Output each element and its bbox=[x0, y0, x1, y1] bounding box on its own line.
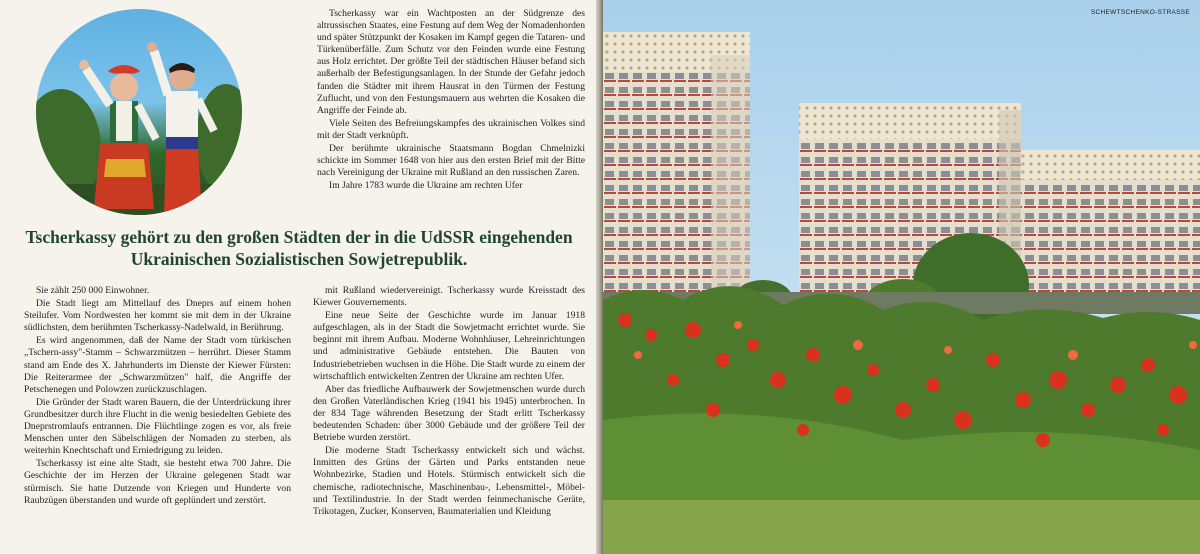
page-headline: Tscherkassy gehört zu den großen Städten der in die UdSSR eingehenden Ukrainischen Sozialistischen Sowjetrepublik. bbox=[25, 227, 573, 269]
intro-paragraph: Viele Seiten des Befreiungskampfes des ukrainischen Volkes sind mit der Stadt verknüpft. bbox=[317, 117, 585, 141]
body-paragraph: Sie zählt 250 000 Einwohner. bbox=[36, 285, 150, 296]
street-photo bbox=[603, 0, 1200, 554]
text-column-right bbox=[313, 285, 585, 519]
body-paragraph: Tscherkassy ist eine alte Stadt, sie besteht etwa 700 Jahre. Die Geschichte der im Herzen der Ukraine gelegenen Stadt war stürmisch. Sie hatte Dutzende von Kriegen und Hunderte von Raubzügen überstanden und wurde oft geplündert und zerstört. bbox=[24, 458, 291, 506]
text-column-left bbox=[24, 285, 291, 508]
intro-paragraph: Tscherkassy war ein Wachtposten an der Südgrenze des altrussischen Staates, eine Festung auf dem Weg der Nomadenhorden und später Stützpunkt der Kosaken im Kampf gegen die Tataren- und Türkenüberfälle. Zum Schutz vor den Feinden wurde eine Festung aus Holz errichtet. Der größte Teil der städtischen Häuser befand sich außerhalb der Befestigungsanlagen. In der Stunde der Gefahr jedoch fanden die Städter mit ihrem Hausrat in den Türmen der Festung Zuflucht, und von den Festungsmauern aus wehrten die Kosaken die Angriffe der Feinde ab. bbox=[317, 8, 585, 116]
left-page bbox=[0, 0, 598, 554]
body-paragraph: Die Stadt liegt am Mittellauf des Dneprs auf einem hohen Steilufer. Vom Nordwesten her kommt sie mit dem in der Ukraine südlichsten, dem berühmten Tscherkassy-Nadelwald, in Berührung. bbox=[24, 298, 291, 334]
photo-caption: SCHEWTSCHENKO-STRASSE bbox=[1090, 9, 1190, 16]
body-paragraph: Die moderne Stadt Tscherkassy entwickelt sich und wächst. Inmitten des Grüns der Gärten und Parks entstanden neue Wohnbezirke, Stadien und Hotels. Stürmisch entwickelt sich die chemische, radiotechnische, Maschinenbau-, Lebensmittel-, Möbel- und Textilindustrie. In der Stadt werden feinmechanische Geräte, Trikotagen, Zucker, Konserven, Baumaterialien und Kleidung bbox=[313, 445, 585, 517]
street-illustration bbox=[603, 0, 1200, 554]
body-paragraph: Es wird angenommen, daß der Name der Stadt vom türkischen „Tschern-assy"-Stamm – Schwarzmützen – herrührt. Dieser Stamm stand am Ende des X. Jahrhunderts im Dienste der Kiewer Fürsten: Die Reiterarmee der „Schwarzmützen" half, die Angriffe der Petschenegen und Polowzen zurückzuschlagen. bbox=[24, 335, 291, 395]
dancers-photo bbox=[36, 9, 242, 215]
intro-paragraph: Der berühmte ukrainische Staatsmann Bogdan Chmelnizki schickte im Sommer 1648 von hier aus den ersten Brief mit der Bitte nach Vereinigung der Ukraine mit Rußland an den russischen Zaren. bbox=[317, 143, 585, 179]
dancers-illustration bbox=[36, 9, 242, 215]
body-paragraph: Die Gründer der Stadt waren Bauern, die der Unterdrückung ihrer Grundbesitzer durch ihre Flucht in die wenig besiedelten Gebiete des Dneprstromlaufs entrannen. Die Flüchtlinge zogen es vor, als freie Menschen unter den Säbelschlägen der Nomaden zu sterben, als weiterhin Knechtschaft und Erniedrigung zu leiden. bbox=[24, 396, 291, 457]
body-paragraph: Aber das friedliche Aufbauwerk der Sowjetmenschen wurde durch den Großen Vaterländischen Krieg (1941 bis 1945) unterbrochen. In der 834 Tage währenden Besetzung der Stadt erlitt Tscherkassy bedeutenden Schaden: über 3000 Gebäude und der größere Teil der Betriebe wurden zerstört. bbox=[313, 383, 585, 444]
body-paragraph: Eine neue Seite der Geschichte wurde im Januar 1918 aufgeschlagen, als in der Stadt die Sowjetmacht errichtet wurde. Sie beginnt mit ihrem Aufbau. Moderne Wohnhäuser, Lehreinrichtungen und administrative Gebäude entstehen. Die Bauten von Industriebetrieben wuchsen in die Höhe. Die Stadt wurde zu einem der wirtschaftlich entwickelten Zentren der Ukraine am rechten Ufer. bbox=[313, 310, 586, 382]
intro-column bbox=[317, 8, 585, 193]
intro-paragraph: Im Jahre 1783 wurde die Ukraine am rechten Ufer bbox=[329, 180, 523, 192]
body-paragraph: mit Rußland wiedervereinigt. Tscherkassy wurde Kreisstadt des Kiewer Gouvernements. bbox=[313, 285, 585, 309]
